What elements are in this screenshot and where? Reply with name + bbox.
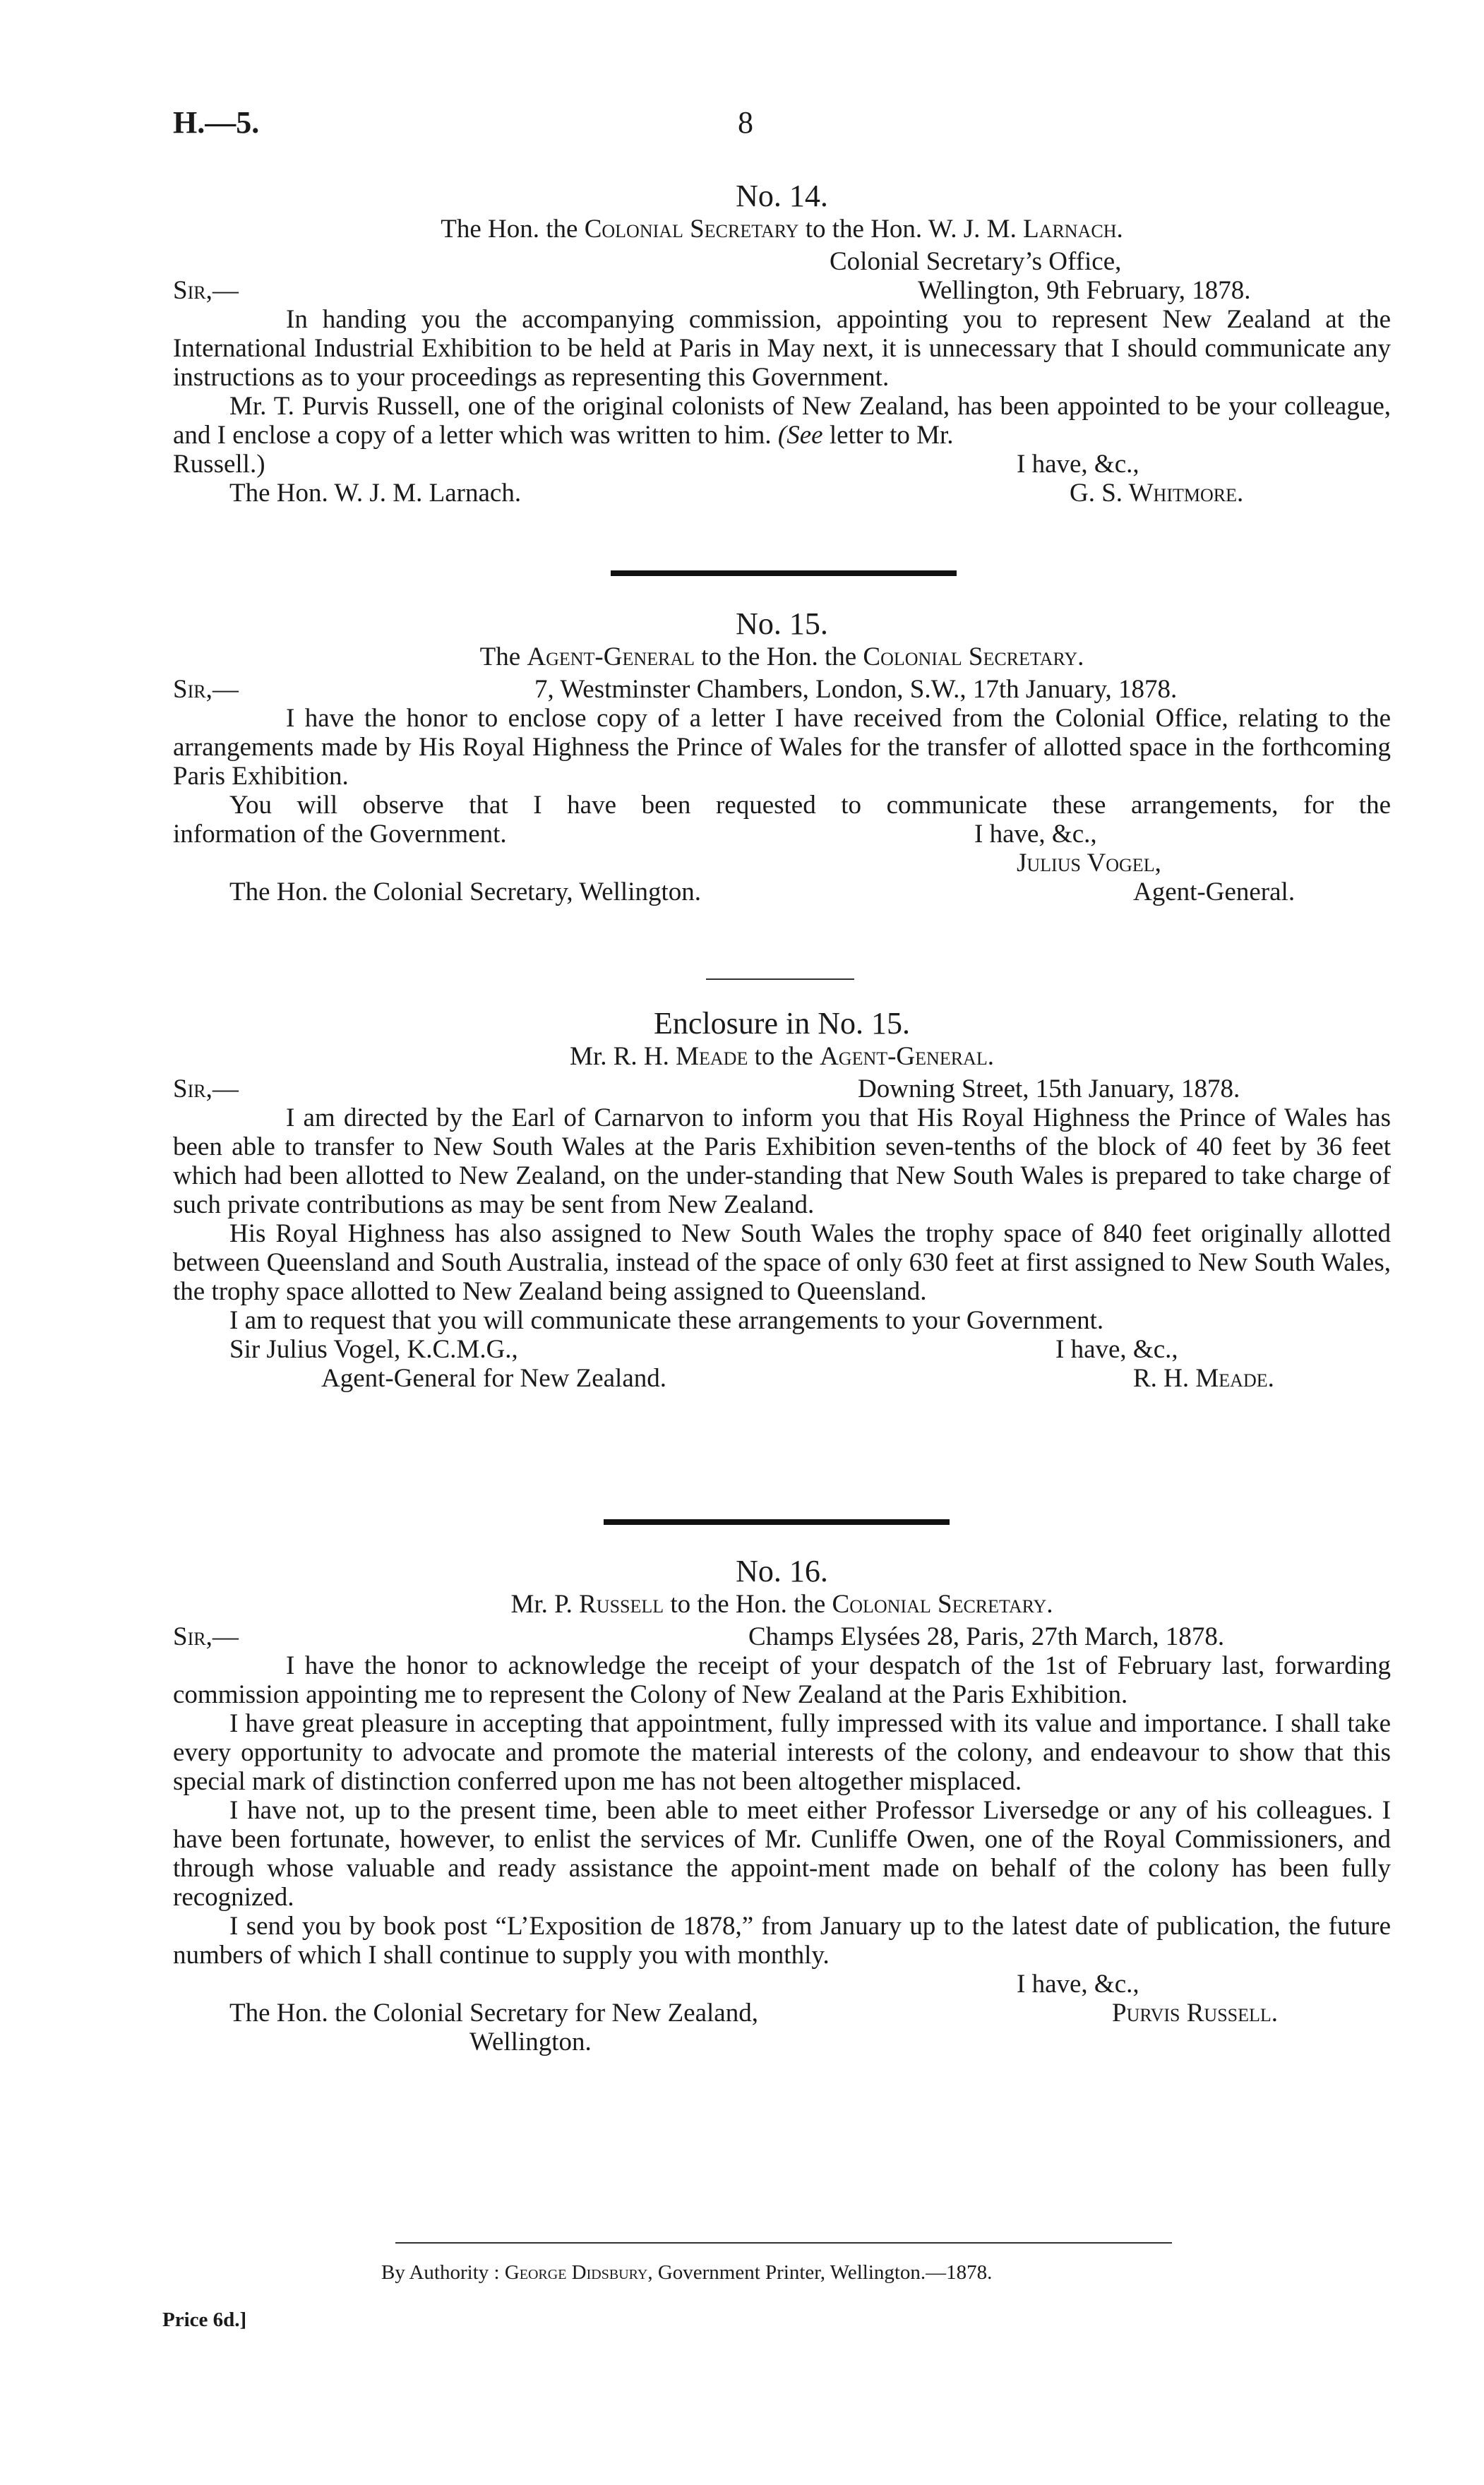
recipient: Agent-General for New Zealand.	[321, 1364, 666, 1393]
signature-row	[173, 479, 1391, 508]
letter-address: Mr. R. H. Meade to the Agent-General.	[570, 1042, 994, 1071]
letter-number: No. 15.	[736, 606, 828, 641]
paragraph: Mr. T. Purvis Russell, one of the original colonists of New Zealand, has been appointed to be your colleague, and I enclose a copy of a letter which was written to him. (See letter to Mr.	[173, 392, 1391, 450]
signature-row	[173, 1999, 1391, 2028]
closing: I have, &c.,	[1017, 450, 1139, 479]
letter-date: Champs Elysées 28, Paris, 27th March, 1878.	[748, 1622, 1225, 1651]
price-label: Price 6d.]	[162, 2309, 247, 2331]
signature: Purvis Russell.	[1112, 1999, 1279, 2028]
signature-row	[173, 1364, 1391, 1393]
letter-date: 7, Westminster Chambers, London, S.W., 17th January, 1878.	[534, 675, 1178, 704]
paragraph: I am to request that you will communicate these arrangements to your Government.	[229, 1306, 1104, 1335]
footer-divider	[395, 2242, 1172, 2244]
salutation: Sir,—	[173, 675, 239, 704]
letter-address: The Agent-General to the Hon. the Colonial Secretary.	[479, 642, 1084, 671]
section-divider	[604, 1519, 950, 1525]
paragraph: I have the honor to enclose copy of a letter I have received from the Colonial Office, relating to the arrangements made by His Royal Highness the Prince of Wales for the transfer of allotted space in the forthcoming Paris Exhibition.	[173, 704, 1391, 791]
paragraph: I send you by book post “L’Exposition de 1878,” from January up to the latest date of publication, the future numbers of which I shall continue to supply you with monthly.	[173, 1912, 1391, 1970]
closing-row: Russell.) I have, &c.,	[173, 450, 1139, 479]
salutation: Sir,—	[173, 1074, 239, 1103]
letter-number: No. 16.	[736, 1554, 828, 1588]
closing-row	[173, 1335, 1391, 1364]
signature-row	[173, 849, 1391, 878]
signature: G. S. Whitmore.	[1070, 479, 1244, 508]
recipient: Sir Julius Vogel, K.C.M.G.,	[229, 1335, 518, 1364]
printer-imprint: By Authority : George Didsbury, Government Printer, Wellington.—1878.	[381, 2261, 993, 2284]
letter-place: Colonial Secretary’s Office,	[830, 247, 1122, 276]
enclosure-no-15	[173, 1005, 1391, 1393]
letter-no-15	[173, 606, 1391, 906]
salutation-row	[173, 1622, 1391, 1651]
recipient: The Hon. the Colonial Secretary, Wellington.	[229, 878, 702, 906]
letter-number: Enclosure in No. 15.	[654, 1006, 910, 1041]
recipient-row	[173, 878, 1391, 906]
salutation-row	[173, 276, 1391, 305]
section-divider	[706, 978, 854, 980]
salutation-row	[173, 675, 1391, 704]
section-divider	[611, 570, 957, 576]
letter-date: Downing Street, 15th January, 1878.	[858, 1074, 1240, 1103]
recipient: Wellington.	[469, 2028, 592, 2056]
salutation: Sir,—	[173, 276, 239, 305]
paragraph: His Royal Highness has also assigned to New South Wales the trophy space of 840 feet originally allotted between Queensland and South Australia, instead of the space of only 630 feet at first assigned to New South Wales, the trophy space allotted to New Zealand being assigned to Queensland.	[173, 1219, 1391, 1306]
paragraph: I have the honor to acknowledge the receipt of your despatch of the 1st of February last, forwarding commission appointing me to represent the Colony of New Zealand at the Paris Exhibition.	[173, 1651, 1391, 1709]
signature: R. H. Meade.	[1133, 1364, 1274, 1393]
recipient: The Hon. the Colonial Secretary for New Zealand,	[229, 1999, 758, 2028]
closing-row	[173, 1970, 1391, 1999]
document-reference: H.—5.	[173, 105, 260, 140]
letter-no-16	[173, 1553, 1391, 2056]
letter-date: Wellington, 9th February, 1878.	[918, 276, 1251, 305]
salutation: Sir,—	[173, 1622, 239, 1651]
signature-title: Agent-General.	[1133, 878, 1295, 906]
paragraph: In handing you the accompanying commission, appointing you to represent New Zealand at the International Industrial Exhibition to be held at Paris in May next, it is unnecessary that I should communicate any instructions as to your proceedings as representing this Government.	[173, 305, 1391, 392]
letter-number: No. 14.	[736, 179, 828, 213]
letter-address: The Hon. the Colonial Secretary to the Hon. W. J. M. Larnach.	[441, 215, 1123, 244]
paragraph: I have great pleasure in accepting that appointment, fully impressed with its value and importance. I shall take every opportunity to advocate and promote the material interests of the colony, and endeavour to show that this special mark of distinction conferred upon me has not been altogether misplaced.	[173, 1709, 1391, 1796]
page-number: 8	[738, 105, 753, 140]
closing: I have, &c.,	[1017, 1970, 1139, 1999]
recipient-row	[173, 2028, 1391, 2056]
letter-no-14	[173, 178, 1391, 508]
salutation-row	[173, 1074, 1391, 1103]
closing: I have, &c.,	[1055, 1335, 1178, 1364]
closing-row: information of the Government. I have, &c.,	[173, 820, 1097, 849]
closing: I have, &c.,	[974, 820, 1097, 849]
paragraph: I have not, up to the present time, been able to meet either Professor Liversedge or any of his colleagues. I have been fortunate, however, to enlist the services of Mr. Cunliffe Owen, one of the Royal Commissioners, and through whose valuable and ready assistance the appoint-ment made on behalf of the colony has been fully recognized.	[173, 1796, 1391, 1912]
signature: Julius Vogel,	[1017, 849, 1161, 878]
paragraph: You will observe that I have been requested to communicate these arrangements, for the	[229, 791, 1391, 820]
paragraph: I am directed by the Earl of Carnarvon to inform you that His Royal Highness the Prince of Wales has been able to transfer to New South Wales at the Paris Exhibition seven-tenths of the block of 40 feet by 36 feet which had been allotted to New Zealand, on the under-standing that New South Wales is prepared to take charge of such private contributions as may be sent from New Zealand.	[173, 1103, 1391, 1219]
letter-address: Mr. P. Russell to the Hon. the Colonial Secretary.	[510, 1590, 1053, 1619]
recipient: The Hon. W. J. M. Larnach.	[229, 479, 522, 508]
